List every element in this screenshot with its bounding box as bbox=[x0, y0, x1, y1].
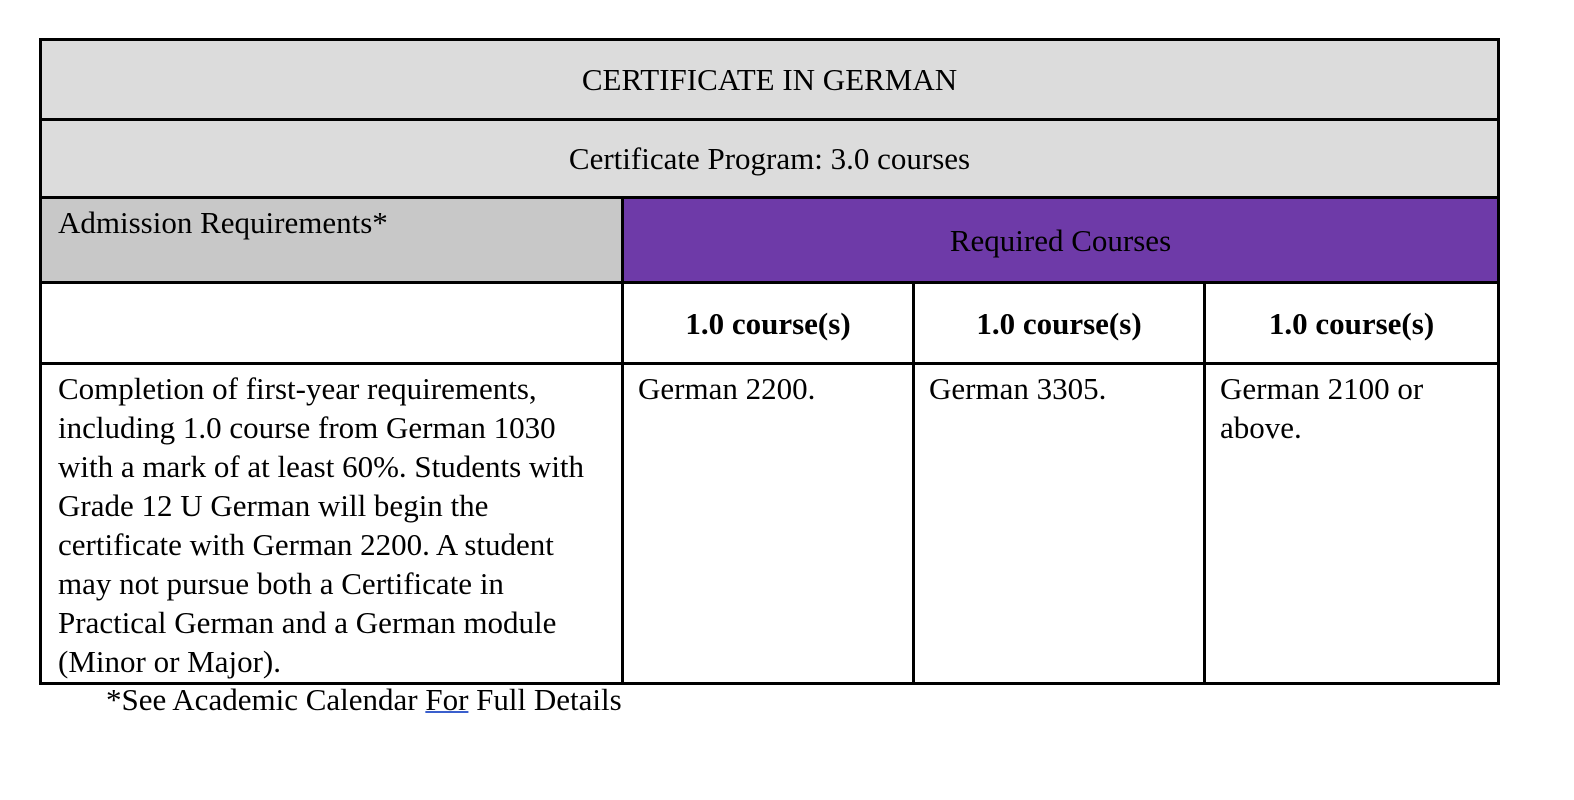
admission-requirements-text: Completion of first-year requirements, including 1.0 course from German 1030 with a mark of at least 60%. Students with Grade 12 U German will begin the certificate with German 2200. A student may not pursue both a Certificate in Practical German and a German module (Minor or Major). bbox=[41, 364, 623, 684]
units-row bbox=[41, 283, 1499, 364]
units-cell: 1.0 course(s) bbox=[1205, 283, 1499, 364]
table-title: CERTIFICATE IN GERMAN bbox=[41, 40, 1499, 120]
units-cell: 1.0 course(s) bbox=[623, 283, 914, 364]
units-cell: 1.0 course(s) bbox=[914, 283, 1205, 364]
section-header-row bbox=[41, 198, 1499, 283]
footnote bbox=[106, 680, 622, 719]
footnote-prefix: *See Academic Calendar bbox=[106, 682, 426, 717]
course-cell: German 2200. bbox=[623, 364, 914, 684]
admission-requirements-header: Admission Requirements* bbox=[41, 198, 623, 283]
program-subtitle: Certificate Program: 3.0 courses bbox=[41, 120, 1499, 198]
footnote-suffix: Full Details bbox=[468, 682, 622, 717]
empty-units-cell bbox=[41, 283, 623, 364]
content-row bbox=[41, 364, 1499, 684]
course-cell: German 2100 or above. bbox=[1205, 364, 1499, 684]
subtitle-row bbox=[41, 120, 1499, 198]
title-row bbox=[41, 40, 1499, 120]
certificate-table bbox=[39, 38, 1500, 685]
required-courses-header: Required Courses bbox=[623, 198, 1499, 283]
footnote-link[interactable]: For bbox=[425, 682, 469, 717]
course-cell: German 3305. bbox=[914, 364, 1205, 684]
